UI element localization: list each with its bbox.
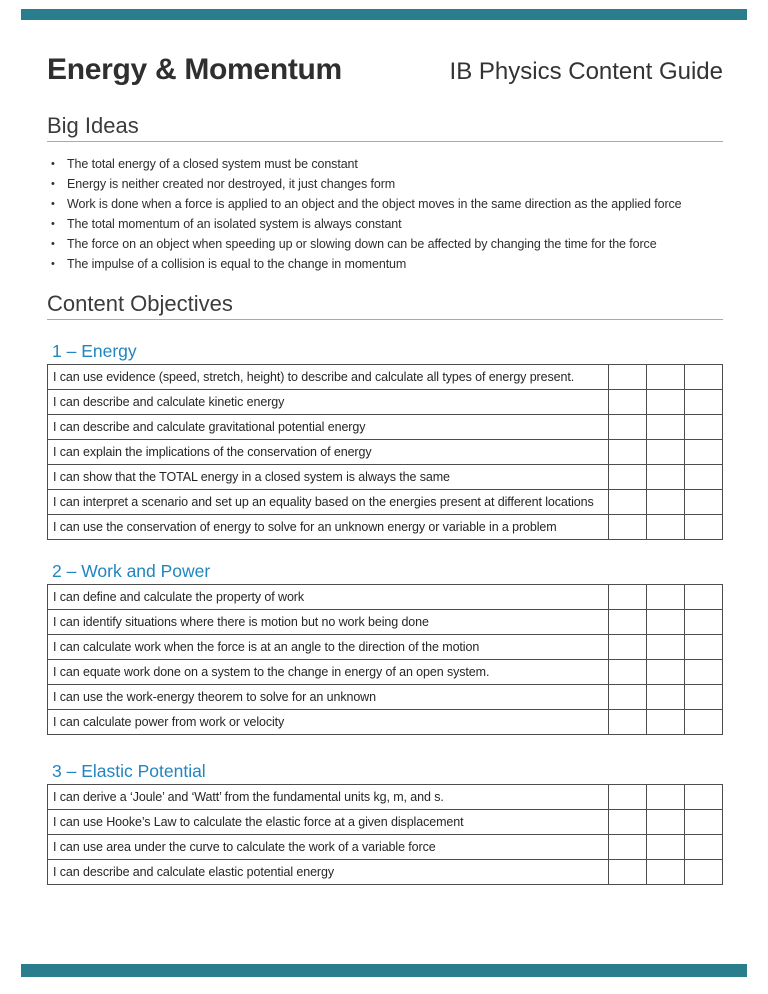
objective-row: [48, 685, 723, 710]
objective-text: I can equate work done on a system to the change in energy of an open system.: [48, 660, 609, 685]
objective-text: I can explain the implications of the conservation of energy: [48, 440, 609, 465]
objective-row: [48, 835, 723, 860]
checkbox-cell[interactable]: [647, 465, 685, 490]
objective-row: [48, 785, 723, 810]
checkbox-cell[interactable]: [647, 515, 685, 540]
objective-text: I can describe and calculate kinetic energy: [48, 390, 609, 415]
checkbox-cell[interactable]: [609, 440, 647, 465]
objectives-table-elastic-potential: [47, 784, 723, 885]
bullet-item: • Energy is neither created nor destroyed, it just changes form: [47, 174, 723, 194]
objective-text: I can interpret a scenario and set up an equality based on the energies present at different locations: [48, 490, 609, 515]
checkbox-cell[interactable]: [647, 710, 685, 735]
objective-row: [48, 440, 723, 465]
checkbox-cell[interactable]: [647, 440, 685, 465]
section-heading-elastic-potential: 3 – Elastic Potential: [52, 761, 206, 781]
checkbox-cell[interactable]: [685, 685, 723, 710]
content-objectives-heading: Content Objectives: [47, 292, 723, 320]
checkbox-cell[interactable]: [609, 835, 647, 860]
big-ideas-list: [47, 154, 723, 274]
checkbox-cell[interactable]: [685, 415, 723, 440]
objective-text: I can use area under the curve to calculate the work of a variable force: [48, 835, 609, 860]
objective-text: I can derive a ‘Joule’ and ‘Watt’ from the fundamental units kg, m, and s.: [48, 785, 609, 810]
objective-row: [48, 660, 723, 685]
checkbox-cell[interactable]: [685, 835, 723, 860]
objective-text: I can define and calculate the property of work: [48, 585, 609, 610]
checkbox-cell[interactable]: [647, 635, 685, 660]
checkbox-cell[interactable]: [647, 610, 685, 635]
checkbox-cell[interactable]: [647, 835, 685, 860]
document-content: [47, 0, 723, 885]
checkbox-cell[interactable]: [647, 365, 685, 390]
objective-row: [48, 465, 723, 490]
checkbox-cell[interactable]: [647, 490, 685, 515]
bullet-item: • Work is done when a force is applied to an object and the object moves in the same direction as the applied force: [47, 194, 723, 214]
checkbox-cell[interactable]: [609, 710, 647, 735]
checkbox-cell[interactable]: [685, 660, 723, 685]
checkbox-cell[interactable]: [609, 365, 647, 390]
bullet-item: • The total momentum of an isolated system is always constant: [47, 214, 723, 234]
checkbox-cell[interactable]: [647, 660, 685, 685]
objective-row: [48, 710, 723, 735]
objective-row: [48, 390, 723, 415]
objective-text: I can describe and calculate gravitational potential energy: [48, 415, 609, 440]
objective-row: [48, 585, 723, 610]
bullet-item: • The total energy of a closed system must be constant: [47, 154, 723, 174]
checkbox-cell[interactable]: [685, 860, 723, 885]
objective-text: I can identify situations where there is motion but no work being done: [48, 610, 609, 635]
objective-row: [48, 515, 723, 540]
objective-text: I can show that the TOTAL energy in a closed system is always the same: [48, 465, 609, 490]
checkbox-cell[interactable]: [647, 685, 685, 710]
checkbox-cell[interactable]: [685, 785, 723, 810]
objective-text: I can use Hooke’s Law to calculate the elastic force at a given displacement: [48, 810, 609, 835]
objective-text: I can use the conservation of energy to solve for an unknown energy or variable in a problem: [48, 515, 609, 540]
checkbox-cell[interactable]: [647, 390, 685, 415]
checkbox-cell[interactable]: [609, 585, 647, 610]
checkbox-cell[interactable]: [647, 810, 685, 835]
section-heading-work-and-power: 2 – Work and Power: [52, 561, 211, 581]
checkbox-cell[interactable]: [647, 785, 685, 810]
big-ideas-heading: Big Ideas: [47, 114, 723, 142]
checkbox-cell[interactable]: [609, 515, 647, 540]
checkbox-cell[interactable]: [685, 365, 723, 390]
checkbox-cell[interactable]: [609, 685, 647, 710]
objective-row: [48, 635, 723, 660]
objective-text: I can calculate power from work or velocity: [48, 710, 609, 735]
bullet-item: • The force on an object when speeding up or slowing down can be affected by changing the time for the force: [47, 234, 723, 254]
checkbox-cell[interactable]: [685, 490, 723, 515]
checkbox-cell[interactable]: [609, 390, 647, 415]
objectives-table-energy: [47, 364, 723, 540]
checkbox-cell[interactable]: [685, 465, 723, 490]
checkbox-cell[interactable]: [685, 515, 723, 540]
checkbox-cell[interactable]: [685, 710, 723, 735]
checkbox-cell[interactable]: [647, 860, 685, 885]
bullet-item: • The impulse of a collision is equal to the change in momentum: [47, 254, 723, 274]
objective-text: I can use the work-energy theorem to solve for an unknown: [48, 685, 609, 710]
checkbox-cell[interactable]: [609, 415, 647, 440]
objective-row: [48, 365, 723, 390]
checkbox-cell[interactable]: [609, 785, 647, 810]
checkbox-cell[interactable]: [609, 810, 647, 835]
checkbox-cell[interactable]: [685, 390, 723, 415]
checkbox-cell[interactable]: [609, 860, 647, 885]
checkbox-cell[interactable]: [685, 585, 723, 610]
checkbox-cell[interactable]: [609, 490, 647, 515]
checkbox-cell[interactable]: [609, 635, 647, 660]
checkbox-cell[interactable]: [647, 415, 685, 440]
objective-row: [48, 490, 723, 515]
objective-row: [48, 810, 723, 835]
checkbox-cell[interactable]: [685, 610, 723, 635]
objective-text: I can describe and calculate elastic potential energy: [48, 860, 609, 885]
checkbox-cell[interactable]: [647, 585, 685, 610]
checkbox-cell[interactable]: [685, 635, 723, 660]
objective-row: [48, 860, 723, 885]
page-title: Energy & Momentum: [47, 53, 342, 86]
objective-row: [48, 415, 723, 440]
section-heading-energy: 1 – Energy: [52, 341, 137, 361]
checkbox-cell[interactable]: [685, 440, 723, 465]
checkbox-cell[interactable]: [609, 660, 647, 685]
checkbox-cell[interactable]: [609, 465, 647, 490]
page-subtitle: IB Physics Content Guide: [449, 58, 723, 85]
document-header: [47, 52, 723, 90]
footer-accent-bar: [21, 964, 747, 977]
objective-row: [48, 610, 723, 635]
objective-text: I can calculate work when the force is at an angle to the direction of the motion: [48, 635, 609, 660]
checkbox-cell[interactable]: [609, 610, 647, 635]
objectives-table-work-and-power: [47, 584, 723, 735]
objective-text: I can use evidence (speed, stretch, height) to describe and calculate all types of energy present.: [48, 365, 609, 390]
checkbox-cell[interactable]: [685, 810, 723, 835]
